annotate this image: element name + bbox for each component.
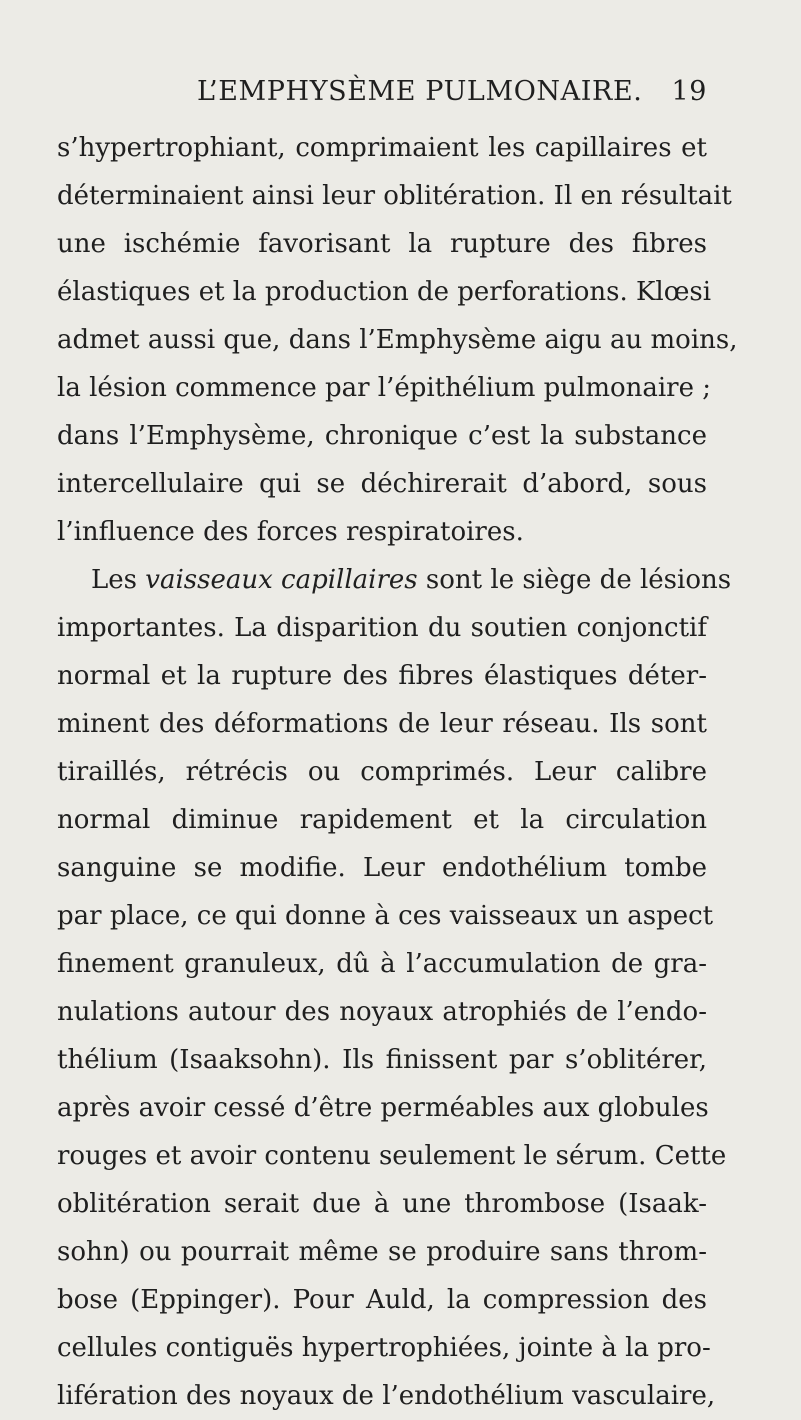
paragraph-start-line [57, 556, 732, 604]
body-text [57, 124, 738, 1420]
text-line: élastiques et la production de perforations. Klœsi [57, 277, 712, 307]
text-line: importantes. La disparition du soutien conjonctif [57, 613, 707, 643]
running-title: L’EMPHYSÈME PULMONAIRE. [197, 76, 643, 107]
text-line: dans l’Emphysème, chronique c’est la substance [57, 421, 707, 451]
text-line: minent des déformations de leur réseau. Ils sont [57, 709, 707, 739]
text-line: oblitération serait due à une thrombose (Isaak- [57, 1189, 707, 1219]
text-line: bose (Eppinger). Pour Auld, la compression des [57, 1285, 707, 1315]
text-line: déterminaient ainsi leur oblitération. Il en résultait [57, 181, 732, 211]
text-line: la lésion commence par l’épithélium pulmonaire ; [57, 373, 712, 403]
text-line: thélium (Isaaksohn). Ils finissent par s’oblitérer, [57, 1045, 707, 1075]
text-line: rouges et avoir contenu seulement le sérum. Cette [57, 1141, 727, 1171]
text-line: sohn) ou pourrait même se produire sans throm- [57, 1237, 707, 1267]
page-header [57, 76, 707, 112]
text-line: cellules contiguës hypertrophiées, jointe à la pro- [57, 1333, 711, 1363]
page-number: 19 [671, 76, 707, 107]
text-line: l’influence des forces respiratoires. [57, 517, 524, 547]
text-line: normal diminue rapidement et la circulation [57, 805, 707, 835]
text-line: tiraillés, rétrécis ou comprimés. Leur calibre [57, 757, 707, 787]
text-line: nulations autour des noyaux atrophiés de l’endo- [57, 997, 707, 1027]
text-line: lifération des noyaux de l’endothélium vasculaire, [57, 1381, 716, 1411]
text-line: admet aussi que, dans l’Emphysème aigu au moins, [57, 325, 738, 355]
para-rest: sont le siège de lésions [417, 565, 732, 595]
text-line: finement granuleux, dû à l’accumulation de gra- [57, 949, 707, 979]
para-lead: Les [91, 565, 146, 595]
text-line: intercellulaire qui se déchirerait d’abord, sous [57, 469, 707, 499]
text-line: une ischémie favorisant la rupture des fibres [57, 229, 707, 259]
text-line: normal et la rupture des fibres élastiques déter- [57, 661, 707, 691]
text-line: sanguine se modifie. Leur endothélium tombe [57, 853, 707, 883]
italic-term: vaisseaux capillaires [145, 565, 418, 595]
text-line: s’hypertrophiant, comprimaient les capillaires et [57, 133, 707, 163]
text-line: par place, ce qui donne à ces vaisseaux un aspect [57, 901, 714, 931]
text-line: après avoir cessé d’être perméables aux globules [57, 1093, 709, 1123]
